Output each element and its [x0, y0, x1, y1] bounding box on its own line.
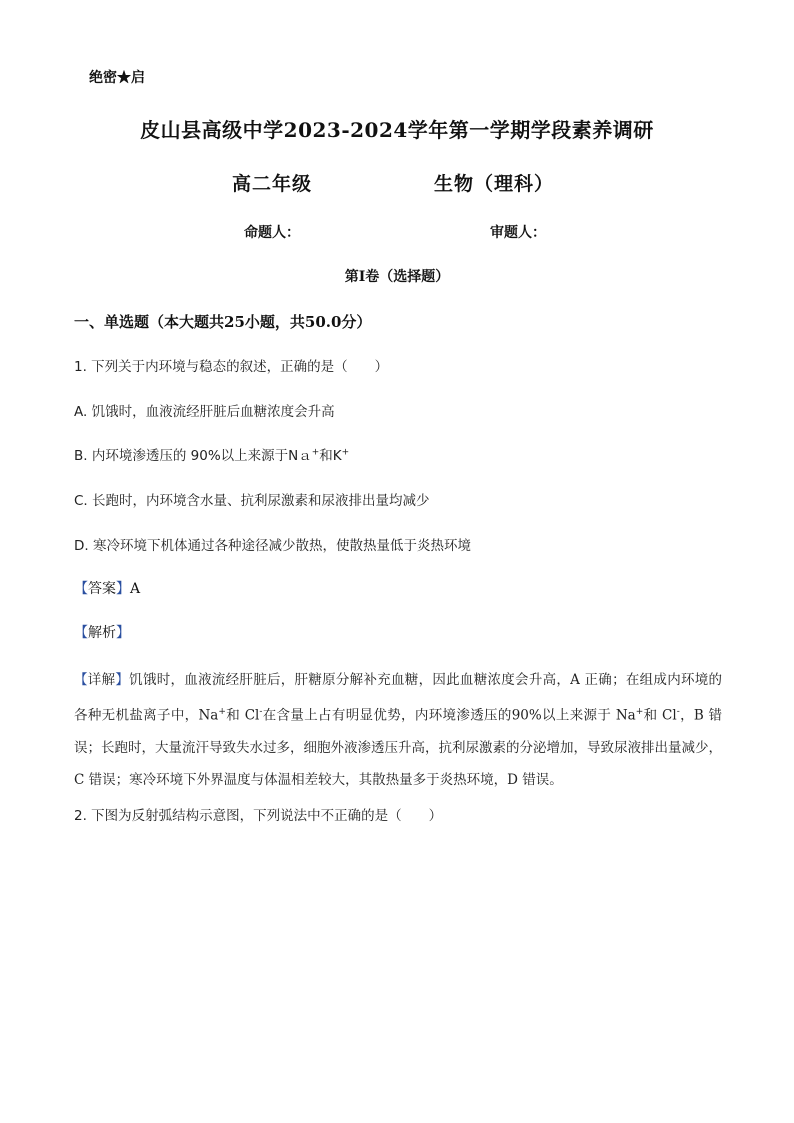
analysis-bracket-close: 】: [116, 625, 130, 641]
answer-value: A: [130, 581, 141, 597]
answer-line: [74, 578, 140, 598]
exam-title: 皮山县高级中学2023-2024学年第一学期学段素养调研: [140, 118, 654, 142]
detail-part-2: 和 Cl: [225, 707, 260, 724]
detail-part-3: 在含量上占有明显优势，内环境渗透压的90%以上来源于 Na: [262, 707, 636, 724]
analysis-label: 解析: [88, 625, 116, 641]
subject-label: 生物（理科）: [434, 173, 555, 195]
option-b-text: B. 内环境渗透压的 90%以上来源于Nａ: [74, 448, 312, 464]
question-1-option-d: D. 寒冷环境下机体通过各种途径减少散热，使散热量低于炎热环境: [74, 538, 471, 554]
answer-bracket-open: 【: [74, 581, 88, 597]
grade-label: 高二年级: [232, 173, 313, 195]
question-1-option-c: C. 长跑时，内环境含水量、抗利尿激素和尿液排出量均减少: [74, 493, 430, 509]
detail-part-4: 和 Cl: [643, 707, 677, 724]
detail-sup-4: -: [676, 707, 680, 717]
option-b-sup-1: +: [311, 447, 320, 458]
question-1-option-b: [74, 444, 349, 464]
analysis-line: [74, 622, 130, 642]
question-1-option-a: A. 饥饿时，血液流经肝脏后血糖浓度会升高: [74, 404, 335, 420]
detail-part-5: ，B 错误；长跑时，大量流汗导致失水过多，细胞外液渗透压升高，抗利尿激素的分泌增加，导致尿液排出量减少，C 错误；寒冷环境下外界温度与体温相差较大，其散热量多于炎热环境，D 错误。: [74, 707, 722, 788]
volume-heading: 第Ⅰ卷（选择题）: [344, 269, 450, 285]
detail-explanation: [74, 664, 722, 796]
detail-part-1: 饥饿时，血液流经肝脏后，肝糖原分解补充血糖，因此血糖浓度会升高，A 正确；在组成内环境的各种无机盐离子中，Na: [74, 672, 723, 724]
detail-sup-3: +: [635, 707, 644, 717]
analysis-bracket-open: 【: [74, 625, 88, 641]
question-2-stem: 2. 下图为反射弧结构示意图，下列说法中不正确的是（ ）: [74, 808, 443, 824]
detail-sup-1: +: [218, 707, 226, 717]
answer-label: 答案: [88, 581, 116, 597]
secret-mark: 绝密★启: [89, 70, 145, 86]
question-1-stem: 1. 下列关于内环境与稳态的叙述，正确的是（ ）: [74, 359, 389, 375]
author-label: 命题人：: [244, 225, 300, 241]
option-b-sup-2: +: [341, 447, 350, 458]
detail-bracket-open: 【: [74, 672, 88, 688]
section-heading: 一、单选题（本大题共25小题，共50.0分）: [74, 313, 372, 331]
answer-bracket-close: 】: [116, 581, 130, 597]
detail-label: 详解: [87, 672, 116, 688]
reviewer-label: 审题人：: [490, 225, 546, 241]
detail-bracket-close: 】: [115, 672, 130, 688]
option-b-mid: 和K: [319, 448, 342, 464]
detail-sup-2: -: [259, 707, 263, 717]
